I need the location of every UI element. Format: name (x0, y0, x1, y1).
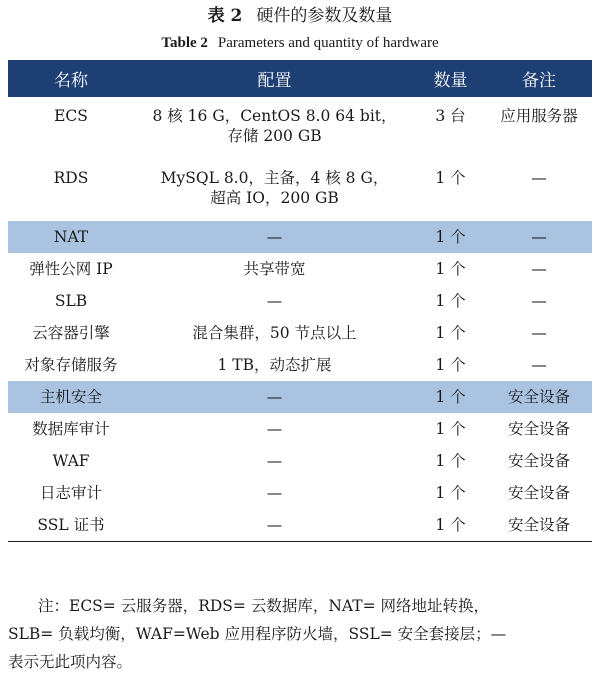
cell-remark: 安全设备 (507, 388, 570, 406)
cell-remark: 安全设备 (507, 452, 570, 470)
cell-config-line: 共享带宽 (243, 260, 306, 278)
table-header-row (8, 60, 592, 97)
cell-name: SLB (54, 292, 88, 310)
cell-quantity: 1 个 (435, 452, 466, 470)
cell-config-line: — (266, 292, 283, 310)
cell-name: 对象存储服务 (24, 356, 118, 374)
table-title-en (0, 32, 600, 54)
cell-quantity: 1 个 (435, 484, 466, 502)
footnote-line-2: SLB= 负载均衡，WAF=Web 应用程序防火墙，SSL= 安全套接层；— (8, 625, 507, 643)
cell-config (134, 253, 415, 285)
table-number-zh: 表 2 (207, 6, 243, 26)
table-row (8, 381, 592, 413)
cell-config-line: — (266, 228, 283, 246)
table-row (8, 159, 592, 221)
cell-remark: — (531, 169, 547, 187)
cell-quantity: 1 个 (435, 228, 466, 246)
cell-quantity: 1 个 (435, 420, 466, 438)
hardware-table (8, 60, 592, 542)
cell-name: 弹性公网 IP (29, 260, 113, 278)
table-body (8, 97, 592, 541)
cell-name: ECS (54, 107, 88, 125)
cell-config (134, 445, 415, 477)
cell-config (134, 477, 415, 509)
table-row (8, 477, 592, 509)
cell-remark: — (531, 356, 547, 374)
cell-config (134, 381, 415, 413)
cell-remark: — (531, 292, 547, 310)
header-remark: 备注 (522, 71, 556, 91)
table-number-en: Table 2 (161, 35, 208, 51)
cell-config (134, 509, 415, 541)
cell-remark: — (531, 228, 547, 246)
cell-quantity: 1 个 (435, 260, 466, 278)
cell-config-line: — (266, 484, 283, 502)
cell-config-line: — (266, 515, 283, 534)
cell-config-line: — (266, 420, 283, 438)
cell-config-line: 1 TB，动态扩展 (217, 356, 332, 374)
cell-config-line: 8 核 16 G，CentOS 8.0 64 bit， (152, 107, 397, 125)
table-row (8, 221, 592, 253)
cell-config-line: — (266, 388, 283, 406)
table-row (8, 317, 592, 349)
footnote-line-3: 表示无此项内容。 (8, 653, 133, 671)
cell-config-line: 存储 200 GB (227, 127, 322, 145)
cell-name: SSL 证书 (37, 515, 105, 534)
table-row (8, 253, 592, 285)
table-row (8, 445, 592, 477)
cell-config (134, 349, 415, 381)
cell-remark: 安全设备 (507, 420, 570, 438)
table-row (8, 285, 592, 317)
cell-name: WAF (52, 452, 90, 470)
cell-name: 主机安全 (39, 388, 102, 406)
cell-config (134, 221, 415, 253)
header-config: 配置 (257, 71, 292, 91)
table-caption-en: Parameters and quantity of hardware (217, 35, 439, 51)
cell-config-line: 超高 IO，200 GB (210, 189, 339, 207)
header-name: 名称 (54, 71, 88, 91)
table-row (8, 349, 592, 381)
footnote-line-1: 注：ECS= 云服务器，RDS= 云数据库，NAT= 网络地址转换， (38, 597, 489, 615)
cell-quantity: 3 台 (435, 107, 466, 125)
cell-config (134, 159, 415, 221)
cell-config (134, 413, 415, 445)
cell-remark: 安全设备 (507, 484, 570, 502)
cell-name: 日志审计 (39, 484, 102, 502)
cell-remark: — (531, 324, 547, 342)
table-title-zh (0, 4, 600, 28)
cell-quantity: 1 个 (435, 292, 466, 310)
cell-quantity: 1 个 (435, 515, 466, 534)
table-row (8, 413, 592, 445)
cell-quantity: 1 个 (435, 356, 466, 374)
cell-name: 云容器引擎 (32, 324, 110, 342)
cell-quantity: 1 个 (435, 324, 466, 342)
cell-config (134, 317, 415, 349)
cell-remark: 应用服务器 (500, 107, 578, 125)
cell-config-line: MySQL 8.0，主备，4 核 8 G， (160, 169, 389, 187)
cell-config (134, 285, 415, 317)
table-row (8, 509, 592, 541)
cell-config (134, 97, 415, 159)
cell-config-line: 混合集群，50 节点以上 (192, 324, 357, 342)
cell-quantity: 1 个 (435, 169, 466, 187)
cell-quantity: 1 个 (435, 388, 466, 406)
table-caption-zh: 硬件的参数及数量 (256, 6, 393, 26)
cell-name: 数据库审计 (32, 420, 110, 438)
table-footnote (8, 592, 592, 676)
cell-remark: 安全设备 (507, 515, 570, 534)
cell-config-line: — (266, 452, 283, 470)
table-row (8, 97, 592, 159)
header-quantity: 数量 (433, 71, 468, 91)
cell-remark: — (531, 260, 547, 278)
cell-name: NAT (53, 228, 89, 246)
cell-name: RDS (53, 169, 89, 187)
